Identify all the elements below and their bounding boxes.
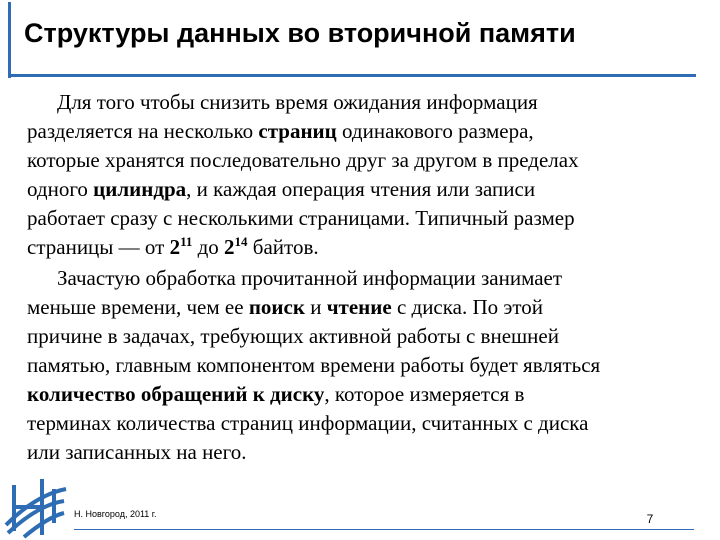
power-exponent: 14 xyxy=(234,234,248,249)
text-line: терминах количества страниц информации, считанных с диска xyxy=(27,411,589,435)
text-span: с диска. По этой xyxy=(391,295,544,319)
text-line: причине в задачах, требующих активной работы с внешней xyxy=(27,324,559,348)
power-exponent: 11 xyxy=(180,234,193,249)
text-line: или записанных на него. xyxy=(27,440,247,464)
text-line: которые хранятся последовательно друг за другом в пределах xyxy=(27,148,579,172)
text-line: Зачастую обработка прочитанной информации занимает xyxy=(57,266,563,290)
text-line xyxy=(27,233,695,262)
text-span: одного xyxy=(27,177,94,201)
slide-title: Структуры данных во вторичной памяти xyxy=(24,18,576,48)
slide-body xyxy=(27,88,695,467)
power-base: 2 xyxy=(169,235,181,259)
footer-location-year: Н. Новгород, 2011 г. xyxy=(74,509,157,519)
term-reading: чтение xyxy=(326,295,392,319)
text-line xyxy=(27,293,695,322)
term-cylinder: цилиндра xyxy=(93,177,187,201)
text-line: Для того чтобы снизить время ожидания информация xyxy=(57,90,538,114)
text-span: страницы — от xyxy=(27,235,170,259)
page-number: 7 xyxy=(646,512,654,526)
footer-rule xyxy=(74,529,694,530)
paragraph-disk-access xyxy=(27,264,695,467)
text-span: , и каждая операция чтения или записи xyxy=(186,177,536,201)
text-line: памятью, главным компонентом времени работы будет являться xyxy=(27,353,601,377)
unn-logo-icon xyxy=(4,475,68,539)
text-span: , которое измеряется в xyxy=(324,382,525,406)
text-span: одинакового размера, xyxy=(336,119,534,143)
term-pages: страниц xyxy=(258,119,337,143)
paragraph-pages xyxy=(27,88,695,262)
term-search: поиск xyxy=(248,295,305,319)
text-line xyxy=(27,380,695,409)
title-underline xyxy=(8,74,696,77)
term-disk-accesses: количество обращений к диску xyxy=(27,382,325,406)
text-span: и xyxy=(304,295,327,319)
text-line xyxy=(27,117,695,146)
text-span: байтов. xyxy=(247,235,319,259)
text-span: разделяется на несколько xyxy=(27,119,259,143)
text-line xyxy=(27,175,695,204)
text-span: до xyxy=(192,235,225,259)
title-accent-bar xyxy=(8,2,11,78)
power-base: 2 xyxy=(224,235,235,259)
text-span: меньше времени, чем ее xyxy=(27,295,249,319)
text-line: работает сразу с несколькими страницами. Типичный размер xyxy=(27,206,575,230)
